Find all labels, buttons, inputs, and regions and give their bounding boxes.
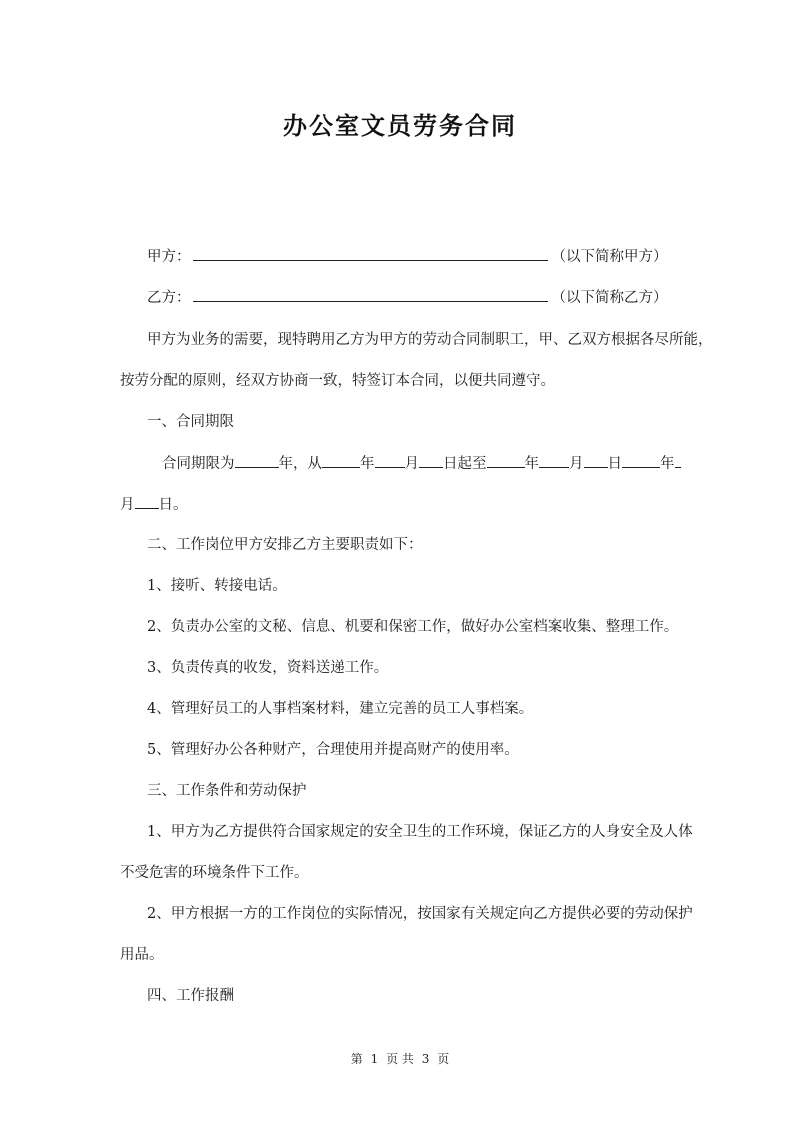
section4-heading: 四、工作报酬 [147,988,234,1004]
condition2-line-1: 2、甲方根据一方的工作岗位的实际情况，按国家有关规定向乙方提供必要的劳动保护 [147,906,693,922]
party-a-line [147,246,668,267]
duty-item: 2、负责办公室的文秘、信息、机要和保密工作，做好办公室档案收集、整理工作。 [147,619,679,635]
start-year-blank [322,453,360,468]
duty-item: 1、接听、转接电话。 [147,578,287,594]
condition2-line-2: 用品。 [120,947,164,963]
party-b-blank [193,287,548,302]
page-footer [0,1050,800,1067]
term-text-2: 年，从 [278,456,322,472]
term-text-3: 年 [360,456,375,472]
term-text-4: 月 [404,456,419,472]
section3-heading: 三、工作条件和劳动保护 [147,783,307,799]
party-a-blank [193,246,548,261]
trailing-blank [675,453,681,468]
term-text-7: 月 [569,456,584,472]
condition1-line-2: 不受危害的环境条件下工作。 [120,865,309,881]
end-day-blank [584,453,608,468]
term-text-8: 日 [607,456,622,472]
condition1-line-1: 1、甲方为乙方提供符合国家规定的安全卫生的工作环境，保证乙方的人身安全及人体 [147,824,693,840]
term-years-blank [235,453,279,468]
term-text-1: 合同期限为 [162,456,235,472]
section1-heading: 一、合同期限 [147,414,234,430]
start-day-blank [419,453,443,468]
start-month-blank [375,453,405,468]
footer-total-pages: 3 [421,1052,430,1066]
term-text-6: 年 [524,456,539,472]
end-month-blank [539,453,569,468]
end-year-blank [487,453,525,468]
term-line-2 [120,494,188,515]
duty-item: 4、管理好员工的人事档案材料，建立完善的员工人事档案。 [147,701,534,717]
party-a-label: 甲方： [147,249,191,265]
party-a-suffix: （以下简称甲方） [551,249,668,265]
section2-heading: 二、工作岗位甲方安排乙方主要职责如下： [147,537,423,553]
term-text-5: 日起至 [443,456,487,472]
party-b-label: 乙方： [147,290,191,306]
term-text-10: 月 [120,497,135,513]
duty-item: 5、管理好办公各种财产，合理使用并提高财产的使用率。 [147,742,519,758]
party-b-suffix: （以下简称乙方） [551,290,668,306]
footer-suffix: 页 [437,1052,450,1066]
term-line [162,453,681,474]
footer-page-number: 1 [370,1052,379,1066]
term-text-9: 年 [660,456,675,472]
document-title: 办公室文员劳务合同 [283,111,517,140]
intro-line-2: 按劳分配的原则，经双方协商一致，特签订本合同，以便共同遵守。 [120,373,555,389]
term-text-11: 日。 [158,497,188,513]
intro-line-1: 甲方为业务的需要，现特聘用乙方为甲方的劳动合同制职工，甲、乙双方根据各尽所能， [147,332,713,348]
extra-month-blank [135,494,159,509]
extra-year-blank [622,453,660,468]
duty-item: 3、负责传真的收发，资料送递工作。 [147,660,389,676]
footer-middle: 页 共 [386,1052,414,1066]
party-b-line [147,287,668,308]
footer-prefix: 第 [350,1052,363,1066]
